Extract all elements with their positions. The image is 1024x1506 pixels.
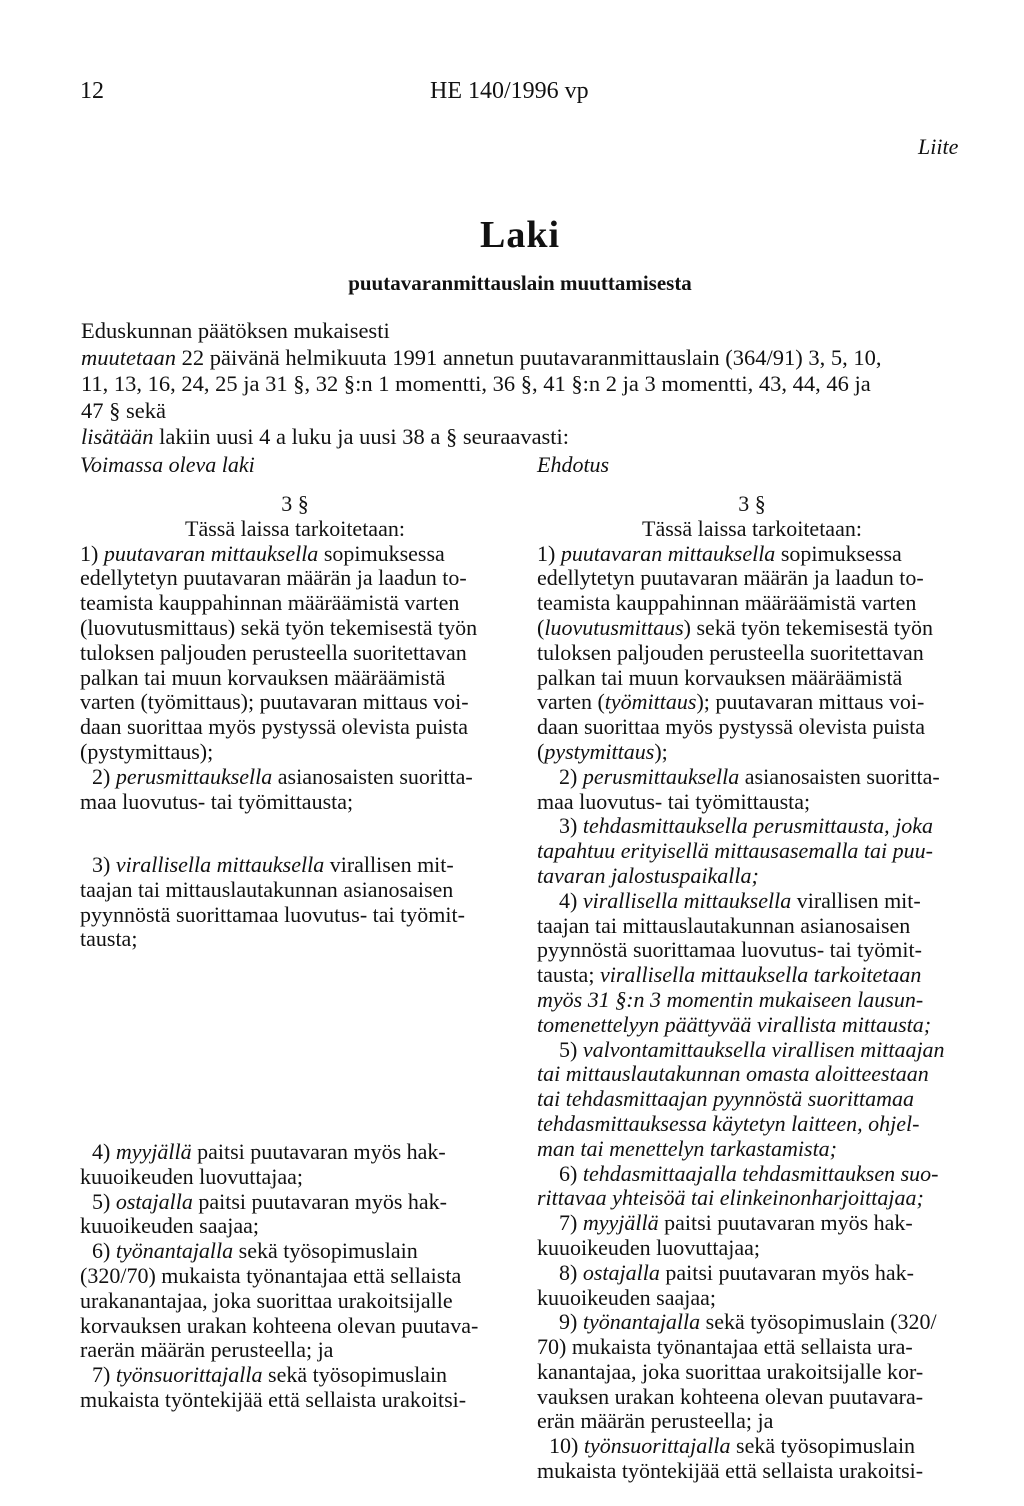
text-line: 9) työnantajalla sekä työsopimuslain (320/: [559, 1309, 937, 1335]
intro-line: [81, 345, 986, 372]
text-line: (luovutusmittaus) sekä työn tekemisestä työn: [80, 614, 478, 640]
text-line: man tai menettelyn tarkastamista;: [537, 1135, 838, 1161]
current-law-column: [80, 492, 510, 814]
text-line: kuuoikeuden saajaa;: [537, 1284, 716, 1310]
page-number: 12: [80, 78, 104, 104]
text-line: varten (työmittaus); puutavaran mittaus voi-: [80, 689, 469, 715]
text-line: erän määrän perusteella; ja: [537, 1408, 774, 1434]
intro-text: 22 päivänä helmikuuta 1991 annetun puutavaranmittauslain (364/91) 3, 5, 10,: [176, 344, 882, 370]
text-line: teamista kauppahinnan määräämistä varten: [537, 590, 917, 616]
text-line: 3) tehdasmittauksella perusmittausta, joka: [559, 813, 933, 839]
section-number: 3 §: [738, 491, 766, 516]
law-subtitle: puutavaranmittauslain muuttamisesta: [348, 271, 692, 295]
text-line: tehdasmittauksessa käytetyn laitteen, ohjel-: [537, 1110, 920, 1136]
text-line: 70) mukaista työnantajaa että sellaista ura-: [537, 1334, 913, 1360]
text-line: maa luovutus- tai työmittausta;: [537, 788, 811, 814]
text-line: tavaran jalostuspaikalla;: [537, 862, 759, 888]
text-line: tai mittauslautakunnan omasta aloitteestaan: [537, 1061, 929, 1087]
enacting-clause: [81, 318, 986, 451]
text-line: 7) työnsuorittajalla sekä työsopimuslain: [92, 1362, 448, 1388]
text-line: raerän määrän perusteella; ja: [80, 1337, 334, 1363]
law-title: Laki: [479, 214, 561, 256]
section-lead: Tässä laissa tarkoitetaan:: [642, 515, 862, 541]
document-id: HE 140/1996 vp: [430, 78, 589, 104]
text-line: palkan tai muun korvauksen määräämistä: [80, 664, 446, 690]
text-line: tai tehdasmittaajan pyynnöstä suorittamaa: [537, 1086, 915, 1112]
text-line: 10) työnsuorittajalla sekä työsopimuslain: [549, 1433, 916, 1459]
text-line: taajan tai mittauslautakunnan asianosaisen: [80, 876, 454, 902]
text-line: edellytetyn puutavaran määrän ja laadun to-: [80, 565, 467, 591]
text-line: daan suorittaa myös pystyssä olevista puista: [537, 714, 925, 740]
intro-line: 47 § sekä: [81, 397, 166, 423]
proposal-column: [537, 492, 967, 1484]
text-line: tausta;: [80, 926, 138, 952]
text-line: tuloksen paljouden perusteella suoritettavan: [537, 639, 924, 665]
text-line: 5) ostajalla paitsi puutavaran myös hak-: [92, 1188, 448, 1214]
text-line: kuuoikeuden saajaa;: [80, 1213, 259, 1239]
text-line: mukaista työntekijää että sellaista urakoitsi-: [537, 1458, 924, 1484]
text-line: 5) valvontamittauksella virallisen mittaajan: [559, 1036, 945, 1062]
text-line: mukaista työntekijää että sellaista urakoitsi-: [80, 1386, 467, 1412]
text-line: taajan tai mittauslautakunnan asianosaisen: [537, 912, 911, 938]
text-line: (pystymittaus);: [80, 738, 214, 764]
text-line: vauksen urakan kohteena olevan puutavara-: [537, 1383, 924, 1409]
text-line: 2) perusmittauksella asianosaisten suoritta-: [559, 763, 940, 789]
text-line: 4) myyjällä paitsi puutavaran myös hak-: [92, 1139, 446, 1164]
appendix-label: Liite: [918, 134, 959, 159]
intro-keyword: muutetaan: [81, 344, 176, 370]
text-line: pyynnöstä suorittamaa luovutus- tai työmit-: [537, 937, 922, 963]
section-number: 3 §: [281, 491, 309, 516]
text-line: tausta; virallisella mittauksella tarkoitetaan: [537, 962, 922, 988]
column-heading-proposal: Ehdotus: [537, 452, 610, 477]
text-line: (320/70) mukaista työnantajaa että sellaista: [80, 1262, 462, 1288]
text-line: palkan tai muun korvauksen määräämistä: [537, 664, 903, 690]
text-line: varten (työmittaus); puutavaran mittaus voi-: [537, 689, 925, 715]
text-line: pyynnöstä suorittamaa luovutus- tai työmit-: [80, 901, 465, 927]
text-line: 6) tehdasmittaajalla tehdasmittauksen suo-: [559, 1160, 939, 1186]
intro-line: [81, 424, 986, 451]
text-line: rittavaa yhteisöä tai elinkeinonharjoittajaa;: [537, 1185, 924, 1211]
intro-keyword: lisätään: [81, 424, 154, 449]
intro-text: lakiin uusi 4 a luku ja uusi 38 a § seuraavasti:: [153, 424, 570, 449]
text-line: 4) virallisella mittauksella virallisen mit-: [559, 887, 921, 913]
text-line: myös 31 §:n 3 momentin mukaiseen lausun-: [537, 986, 924, 1012]
intro-line: 11, 13, 16, 24, 25 ja 31 §, 32 §:n 1 momentti, 36 §, 41 §:n 2 ja 3 momentti, 43, 44, 46 ja: [81, 371, 871, 396]
text-line: edellytetyn puutavaran määrän ja laadun to-: [537, 565, 924, 591]
text-line: tomenettelyyn päättyvää virallista mittausta;: [537, 1011, 932, 1037]
text-line: tuloksen paljouden perusteella suoritettavan: [80, 639, 467, 665]
text-line: urakanantajaa, joka suorittaa urakoitsijalle: [80, 1287, 453, 1313]
text-line: 1) puutavaran mittauksella sopimuksessa: [537, 540, 902, 566]
text-line: maa luovutus- tai työmittausta;: [80, 788, 354, 814]
text-line: (pystymittaus);: [537, 738, 668, 764]
text-line: kuuoikeuden luovuttajaa;: [537, 1234, 760, 1260]
text-line: 7) myyjällä paitsi puutavaran myös hak-: [559, 1210, 913, 1236]
text-line: 2) perusmittauksella asianosaisten suoritta-: [92, 763, 473, 789]
text-line: kanantajaa, joka suorittaa urakoitsijalle kor-: [537, 1358, 924, 1384]
text-line: korvauksen urakan kohteena olevan puutava-: [80, 1312, 479, 1338]
text-line: teamista kauppahinnan määräämistä varten: [80, 590, 460, 616]
text-line: (luovutusmittaus) sekä työn tekemisestä työn: [537, 614, 933, 640]
intro-line: Eduskunnan päätöksen mukaisesti: [81, 318, 390, 343]
text-line: tapahtuu erityisellä mittausasemalla tai puu-: [537, 838, 933, 864]
text-line: daan suorittaa myös pystyssä olevista puista: [80, 714, 468, 740]
text-line: 3) virallisella mittauksella virallisen mit-: [92, 852, 454, 877]
text-line: 6) työnantajalla sekä työsopimuslain: [92, 1238, 418, 1264]
text-line: 1) puutavaran mittauksella sopimuksessa: [80, 540, 445, 566]
current-law-column-items-4-7: [80, 1140, 510, 1413]
text-line: kuuoikeuden luovuttajaa;: [80, 1163, 303, 1189]
section-lead: Tässä laissa tarkoitetaan:: [185, 515, 405, 541]
column-heading-current-law: Voimassa oleva laki: [80, 452, 255, 477]
current-law-column-item-3: [80, 853, 510, 952]
text-line: 8) ostajalla paitsi puutavaran myös hak-: [559, 1259, 915, 1285]
